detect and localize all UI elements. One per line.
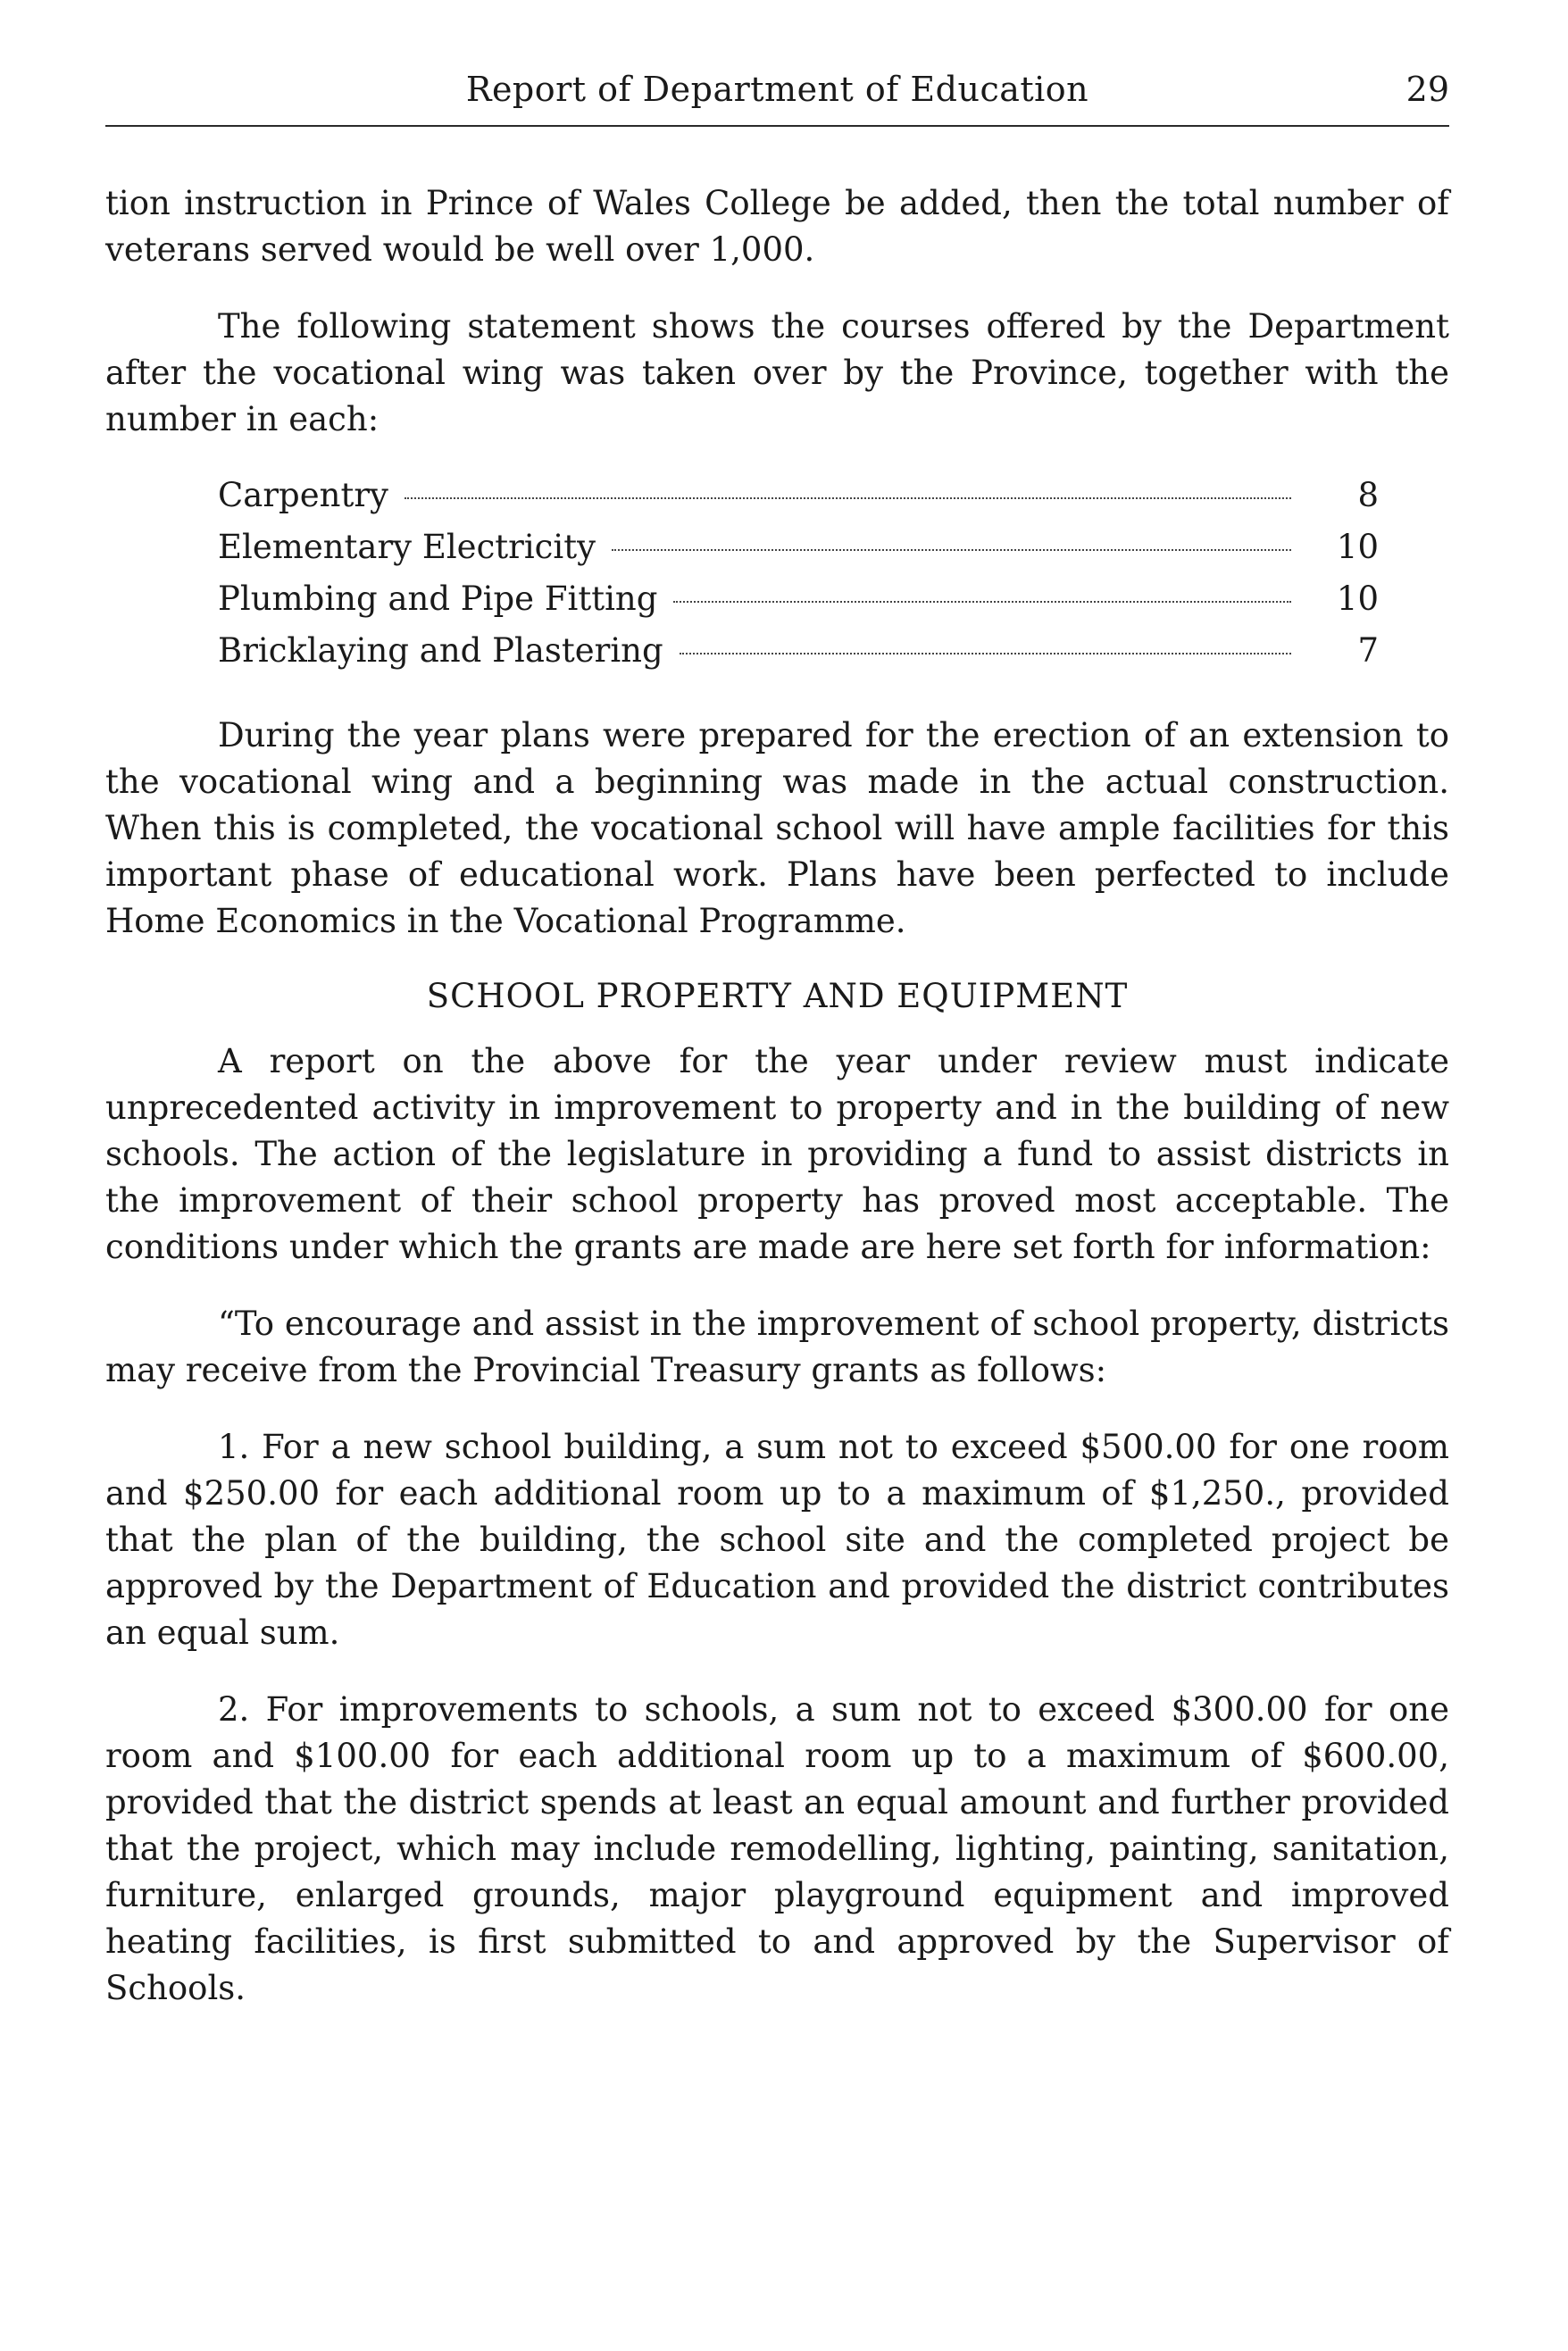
course-count: 7 <box>1357 631 1379 670</box>
course-row <box>218 521 1379 573</box>
courses-list <box>218 470 1379 677</box>
running-title: Report of Department of Education <box>465 70 1089 109</box>
page-header <box>105 63 1449 127</box>
leader-dots <box>680 653 1291 654</box>
page-number: 29 <box>1405 70 1449 109</box>
course-count: 10 <box>1336 579 1379 618</box>
leader-dots <box>673 601 1291 603</box>
course-row <box>218 470 1379 521</box>
course-count: 8 <box>1357 476 1379 514</box>
leader-dots <box>612 549 1291 551</box>
paragraph-quote-intro: “To encourage and assist in the improvement of school property, districts may receive from the Provincial Treasury grants as follows: <box>105 1305 1449 1389</box>
paragraph-grant-new-building: 1. For a new school building, a sum not to exceed $500.00 for one room and $250.00 for each additional room up to a maximum of $1,250., provided that the plan of the building, the school site and the completed project be approved by the Department of Education and provided the district contributes an equal sum. <box>105 1428 1449 1652</box>
paragraph-property-report: A report on the above for the year under review must indicate unprecedented activity in improvement to property and in the building of new schools. The action of the legislature in providing a fund to assist districts in the improvement of their school property has proved most acceptable. The conditions under which the grants are made are here set forth for information: <box>105 1042 1449 1266</box>
paragraph-grant-improvements: 2. For improvements to schools, a sum not to exceed $300.00 for one room and $100.00 for each additional room up to a maximum of $600.00, provided that the district spends at least an equal amount and further provided that the project, which may include remodelling, lighting, painting, sanitation, furniture, enlarged grounds, major playground equipment and improved heating facilities, is first submitted to and approved by the Supervisor of Schools. <box>105 1690 1449 2007</box>
course-name: Plumbing and Pipe Fitting <box>218 579 658 618</box>
course-count: 10 <box>1336 528 1379 566</box>
course-name: Elementary Electricity <box>218 528 596 566</box>
course-name: Carpentry <box>218 476 388 514</box>
course-row <box>218 573 1379 625</box>
document-page <box>105 63 1449 2012</box>
paragraph-extension: During the year plans were prepared for the erection of an extension to the vocational wing and a beginning was made in the actual construction. When this is completed, the vocational school will have ample facilities for this important phase of educational work. Plans have been perfected to include Home Economics in the Vocational Programme. <box>105 716 1449 940</box>
paragraph-continuation: tion instruction in Prince of Wales College be added, then the total number of veterans served would be well over 1,000. <box>105 184 1449 269</box>
course-row <box>218 625 1379 677</box>
paragraph-courses-intro: The following statement shows the courses offered by the Department after the vocational wing was taken over by the Province, together with the number in each: <box>105 307 1449 438</box>
leader-dots <box>405 497 1291 499</box>
section-heading: SCHOOL PROPERTY AND EQUIPMENT <box>426 977 1129 1015</box>
course-name: Bricklaying and Plastering <box>218 631 663 670</box>
